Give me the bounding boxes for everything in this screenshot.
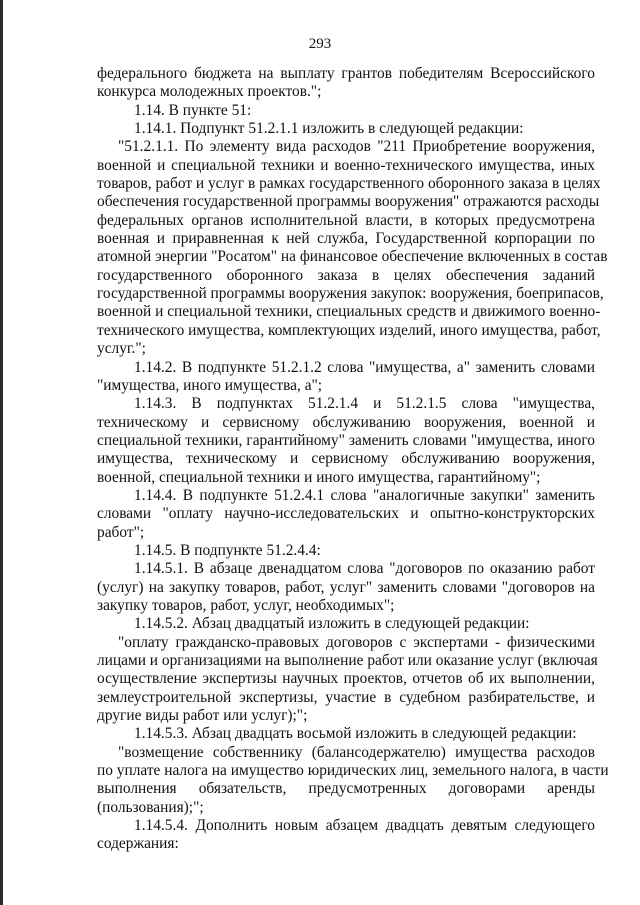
text-line: 1.14.5.4. Дополнить новым абзацем двадцать девятым следующего xyxy=(134,817,595,835)
text-line: работ"; xyxy=(97,523,145,541)
text-line: федерального бюджета на выплату грантов победителям Всероссийского xyxy=(97,65,595,82)
text-line: "имущества, иного имущества, а"; xyxy=(97,376,323,394)
text-line: техническому и сервисному обслуживанию вооружения, военной и xyxy=(97,413,595,431)
text-line: землеустроительной экспертизы, участие в судебном разбирательстве, и xyxy=(97,688,595,706)
text-line: 1.14.5.1. В абзаце двенадцатом слова "договоров по оказанию работ xyxy=(134,560,595,578)
text-line: 1.14.3. В подпунктах 51.2.1.4 и 51.2.1.5 слова "имущества, xyxy=(134,395,595,413)
text-line: 1.14.1. Подпункт 51.2.1.1 изложить в следующей редакции: xyxy=(134,120,524,138)
text-line: "возмещение собственнику (балансодержателю) имущества расходов xyxy=(118,743,595,761)
text-line: 1.14.2. В подпункте 51.2.1.2 слова "имущества, а" заменить словами xyxy=(134,358,595,376)
text-line: осуществление экспертизы научных проектов, отчетов об их выполнении, xyxy=(97,670,595,688)
text-line: "51.2.1.1. По элементу вида расходов "211 Приобретение вооружения, xyxy=(118,138,595,156)
text-line: по уплате налога на имущество юридических лиц, земельного налога, в части xyxy=(97,762,609,780)
text-line: военной и специальной техники, специальных средств и движимого военно- xyxy=(97,303,601,321)
text-line: военной и специальной техники и военно-технического имущества, иных xyxy=(97,156,595,174)
text-line: обеспечения государственной программы вооружения" отражаются расходы xyxy=(97,193,600,211)
text-line: имущества, техническому и сервисному обслуживанию вооружения, xyxy=(97,450,595,468)
text-line: конкурса молодежных проектов."; xyxy=(97,83,322,101)
text-line: услуг."; xyxy=(97,340,146,358)
text-line: (пользования);"; xyxy=(97,798,204,816)
text-line: государственной программы вооружения закупок: вооружения, боеприпасов, xyxy=(97,285,604,303)
text-line: военной, специальной техники и иного имущества, гарантийному"; xyxy=(97,468,541,486)
scan-edge-shadow xyxy=(0,0,3,905)
text-line: словами "оплату научно-исследовательских и опытно-конструкторских xyxy=(97,505,595,523)
text-line: "оплату гражданско-правовых договоров с экспертами - физическими xyxy=(118,633,595,651)
text-line: федеральных органов исполнительной власти, в которых предусмотрена xyxy=(97,211,595,229)
text-line: выполнения обязательств, предусмотренных договорами аренды xyxy=(97,780,595,798)
text-line: 1.14. В пункте 51: xyxy=(134,101,252,119)
text-line: закупку товаров, работ, услуг, необходимых"; xyxy=(97,596,395,614)
text-line: специальной техники, гарантийному" заменить словами "имущества, иного xyxy=(97,431,595,449)
text-line: 1.14.5.3. Абзац двадцать восьмой изложить в следующей редакции: xyxy=(134,725,577,743)
text-line: военная и приравненная к ней служба, Государственной корпорации по xyxy=(97,230,595,248)
text-line: товаров, работ и услуг в рамках государственного оборонного заказа в целях xyxy=(97,175,601,193)
text-line: содержания: xyxy=(97,835,179,853)
text-line: 1.14.4. В подпункте 51.2.4.1 слова "аналогичные закупки" заменить xyxy=(134,486,595,504)
text-line: технического имущества, комплектующих изделий, иного имущества, работ, xyxy=(97,321,601,339)
document-body xyxy=(97,65,609,854)
text-line: атомной энергии "Росатом" на финансовое обеспечение включенных в состав xyxy=(97,248,608,266)
text-line: лицами и организациями на выполнение работ или оказание услуг (включая xyxy=(97,652,598,669)
text-line: (услуг) на закупку товаров, работ, услуг" заменить словами "договоров на xyxy=(97,578,595,596)
text-line: 1.14.5. В подпункте 51.2.4.4: xyxy=(134,541,321,559)
page-number: 293 xyxy=(308,36,332,52)
text-line: государственного оборонного заказа в целях обеспечения заданий xyxy=(97,266,595,284)
text-line: 1.14.5.2. Абзац двадцатый изложить в следующей редакции: xyxy=(134,615,530,633)
text-line: другие виды работ или услуг);"; xyxy=(97,707,308,725)
